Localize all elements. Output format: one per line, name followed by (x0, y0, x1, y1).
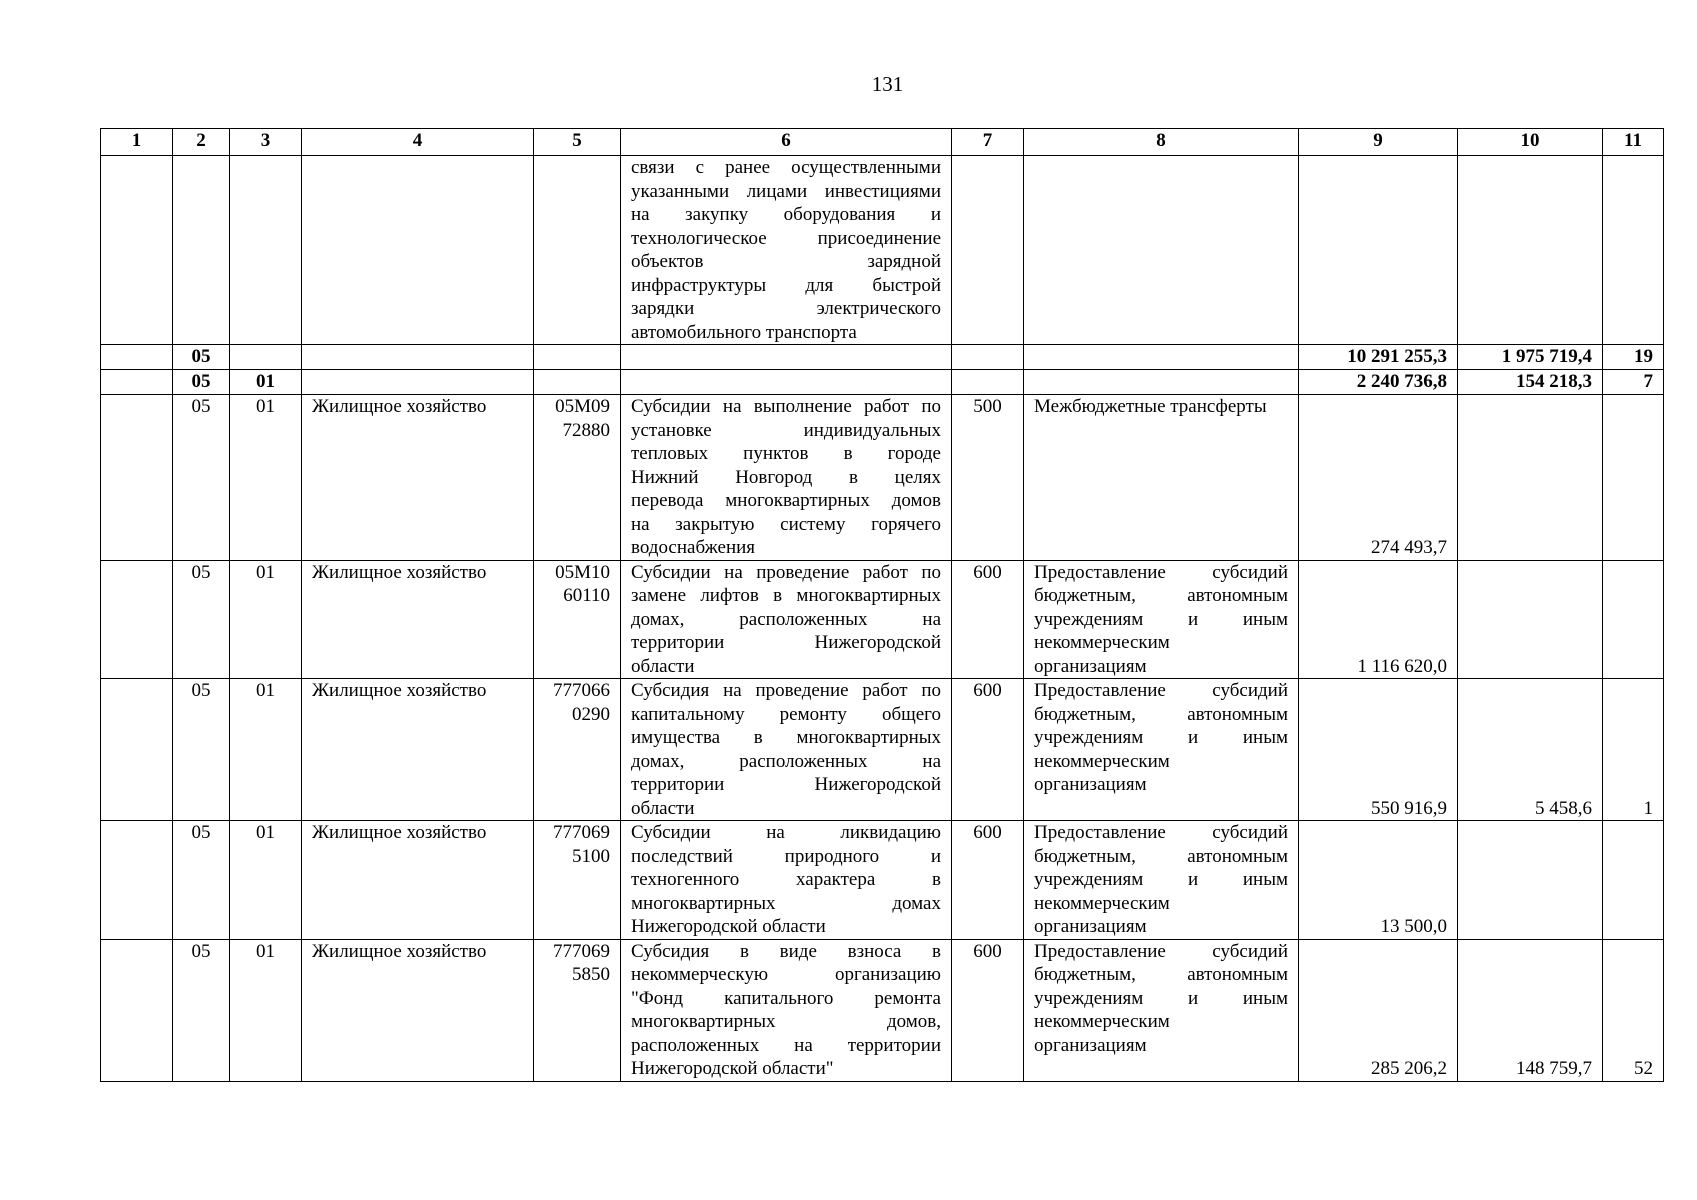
target-article-code (534, 679, 621, 821)
code-line: 777069 (553, 940, 610, 962)
subsection-code: 01 (230, 370, 302, 395)
subsection-name: Жилищное хозяйство (302, 821, 534, 940)
subsection-name: Жилищное хозяйство (302, 395, 534, 561)
expense-type-line: организациям (1034, 655, 1147, 677)
description-line: техногенного характера в (631, 869, 941, 890)
code-line: 72880 (562, 419, 610, 441)
subsection-name: Жилищное хозяйство (302, 939, 534, 1081)
section-code: 05 (173, 939, 230, 1081)
description-line: указанными лицами инвестициями (631, 180, 941, 202)
description-line: перевода многоквартирных домов (631, 490, 941, 511)
code-line: 05М10 (555, 561, 610, 583)
description-line: технологическое присоединение (631, 227, 941, 249)
target-article-code (534, 395, 621, 561)
expense-type-line: некоммерческим (1034, 892, 1170, 914)
expense-type-code: 600 (952, 939, 1024, 1081)
amount-cell: 285 206,2 (1299, 939, 1458, 1081)
expense-description (621, 821, 952, 940)
subsection-name: Жилищное хозяйство (302, 560, 534, 679)
description-line: области (631, 797, 695, 819)
description-line: расположенных на территории (631, 1034, 941, 1056)
expense-type-line: бюджетным, автономным (1034, 585, 1288, 606)
expense-type-line: Межбюджетные трансферты (1034, 396, 1267, 417)
description-line: домах, расположенных на (631, 608, 941, 630)
continuation-description (621, 156, 952, 345)
count-cell (1603, 560, 1664, 679)
table-row (101, 939, 1664, 1081)
subsection-name: Жилищное хозяйство (302, 679, 534, 821)
description-line: многоквартирных домах (631, 892, 941, 914)
column-header: 2 (173, 129, 230, 156)
code-line: 05М09 (555, 396, 610, 417)
subsection-code: 01 (230, 560, 302, 679)
expense-type-code: 600 (952, 679, 1024, 821)
column-header: 8 (1024, 129, 1299, 156)
description-line: инфраструктуры для быстрой (631, 274, 941, 296)
expense-type-code: 600 (952, 821, 1024, 940)
page-number: 131 (871, 72, 904, 96)
amount-cell-2: 148 759,7 (1458, 939, 1603, 1081)
expense-type-name (1024, 395, 1299, 561)
expense-type-line: учреждениям и иным (1034, 987, 1288, 1009)
expense-type-name (1024, 939, 1299, 1081)
table-row (101, 395, 1664, 561)
description-line: имущества в многоквартирных (631, 727, 941, 748)
description-line: установке индивидуальных (631, 419, 941, 441)
column-header: 5 (534, 129, 621, 156)
expense-description (621, 560, 952, 679)
amount-cell: 1 116 620,0 (1299, 560, 1458, 679)
description-line: Субсидия на проведение работ по (631, 680, 941, 701)
expense-type-line: Предоставление субсидий (1034, 822, 1288, 843)
amount-cell: 13 500,0 (1299, 821, 1458, 940)
subsection-total-amount-2: 154 218,3 (1458, 370, 1603, 395)
amount-cell-2 (1458, 395, 1603, 561)
expense-type-name (1024, 679, 1299, 821)
description-line: водоснабжения (631, 537, 756, 558)
code-line: 5100 (572, 845, 610, 867)
section-code: 05 (173, 560, 230, 679)
description-line: на закупку оборудования и (631, 204, 941, 225)
description-line: объектов зарядной (631, 251, 941, 272)
section-code: 05 (173, 679, 230, 821)
target-article-code (534, 560, 621, 679)
expense-type-code: 500 (952, 395, 1024, 561)
expense-type-code: 600 (952, 560, 1024, 679)
expense-type-line: организациям (1034, 774, 1147, 795)
column-header: 1 (101, 129, 173, 156)
subsection-code: 01 (230, 821, 302, 940)
subsection-code: 01 (230, 395, 302, 561)
amount-cell: 550 916,9 (1299, 679, 1458, 821)
section-code: 05 (173, 370, 230, 395)
description-line: Субсидии на ликвидацию (631, 822, 941, 843)
expense-type-name (1024, 821, 1299, 940)
column-header: 4 (302, 129, 534, 156)
target-article-code (534, 821, 621, 940)
description-line: области (631, 655, 695, 677)
expense-type-line: Предоставление субсидий (1034, 680, 1288, 701)
amount-cell-2: 5 458,6 (1458, 679, 1603, 821)
subsection-code: 01 (230, 939, 302, 1081)
description-line: на закрытую систему горячего (631, 513, 941, 535)
expense-type-line: организациям (1034, 916, 1147, 937)
code-line: 0290 (572, 703, 610, 725)
expense-description (621, 395, 952, 561)
section-code: 05 (173, 395, 230, 561)
subsection-code: 01 (230, 679, 302, 821)
code-line: 777066 (553, 680, 610, 701)
description-line: территории Нижегородской (631, 774, 941, 795)
column-header: 7 (952, 129, 1024, 156)
column-header: 11 (1603, 129, 1664, 156)
code-line: 60110 (563, 585, 610, 606)
expense-type-line: некоммерческим (1034, 1011, 1170, 1032)
description-line: Нижегородской области (631, 916, 826, 937)
section-code: 05 (173, 345, 230, 370)
expense-description (621, 679, 952, 821)
description-line: "Фонд капитального ремонта (631, 987, 941, 1009)
description-line: Субсидии на выполнение работ по (631, 396, 941, 417)
expense-type-line: учреждениям и иным (1034, 608, 1288, 630)
expense-type-line: некоммерческим (1034, 750, 1170, 772)
expense-type-line: некоммерческим (1034, 632, 1170, 653)
column-header: 6 (621, 129, 952, 156)
code-line: 777069 (553, 822, 610, 843)
expense-type-name (1024, 560, 1299, 679)
continuation-row (101, 156, 1664, 345)
expense-type-line: учреждениям и иным (1034, 869, 1288, 890)
count-cell: 52 (1603, 939, 1664, 1081)
column-header-row (101, 129, 1664, 156)
section-code: 05 (173, 821, 230, 940)
count-cell: 1 (1603, 679, 1664, 821)
code-line: 5850 (572, 964, 610, 985)
budget-table (100, 128, 1664, 1082)
subsection-total-count: 7 (1603, 370, 1664, 395)
expense-type-line: бюджетным, автономным (1034, 964, 1288, 985)
expense-description (621, 939, 952, 1081)
description-line: тепловых пунктов в городе (631, 443, 941, 464)
description-line: территории Нижегородской (631, 632, 941, 653)
description-line: Нижегородской области" (631, 1058, 834, 1079)
description-line: капитальному ремонту общего (631, 703, 941, 725)
expense-type-line: учреждениям и иным (1034, 727, 1288, 748)
table-row (101, 679, 1664, 821)
description-line: домах, расположенных на (631, 750, 941, 772)
section-total-amount: 10 291 255,3 (1299, 345, 1458, 370)
amount-cell: 274 493,7 (1299, 395, 1458, 561)
description-line: связи с ранее осуществленными (631, 157, 941, 178)
column-header: 3 (230, 129, 302, 156)
amount-cell-2 (1458, 560, 1603, 679)
expense-type-line: бюджетным, автономным (1034, 703, 1288, 725)
description-line: некоммерческую организацию (631, 964, 941, 985)
table-row (101, 560, 1664, 679)
table-row (101, 821, 1664, 940)
description-line: Нижний Новгород в целях (631, 466, 941, 488)
description-line: Субсидии на проведение работ по (631, 561, 941, 583)
description-line: последствий природного и (631, 845, 941, 867)
description-line: Субсидия в виде взноса в (631, 940, 941, 962)
description-line: автомобильного транспорта (631, 321, 857, 343)
amount-cell-2 (1458, 821, 1603, 940)
expense-type-line: Предоставление субсидий (1034, 561, 1288, 583)
subsection-total-row (101, 370, 1664, 395)
column-header: 9 (1299, 129, 1458, 156)
count-cell (1603, 821, 1664, 940)
target-article-code (534, 939, 621, 1081)
expense-type-line: Предоставление субсидий (1034, 940, 1288, 962)
section-total-row (101, 345, 1664, 370)
subsection-total-amount: 2 240 736,8 (1299, 370, 1458, 395)
column-header: 10 (1458, 129, 1603, 156)
section-total-count: 19 (1603, 345, 1664, 370)
description-line: замене лифтов в многоквартирных (631, 585, 941, 606)
expense-type-line: бюджетным, автономным (1034, 845, 1288, 867)
section-total-amount-2: 1 975 719,4 (1458, 345, 1603, 370)
expense-type-line: организациям (1034, 1034, 1147, 1056)
description-line: зарядки электрического (631, 298, 941, 319)
count-cell (1603, 395, 1664, 561)
description-line: многоквартирных домов, (631, 1011, 941, 1032)
